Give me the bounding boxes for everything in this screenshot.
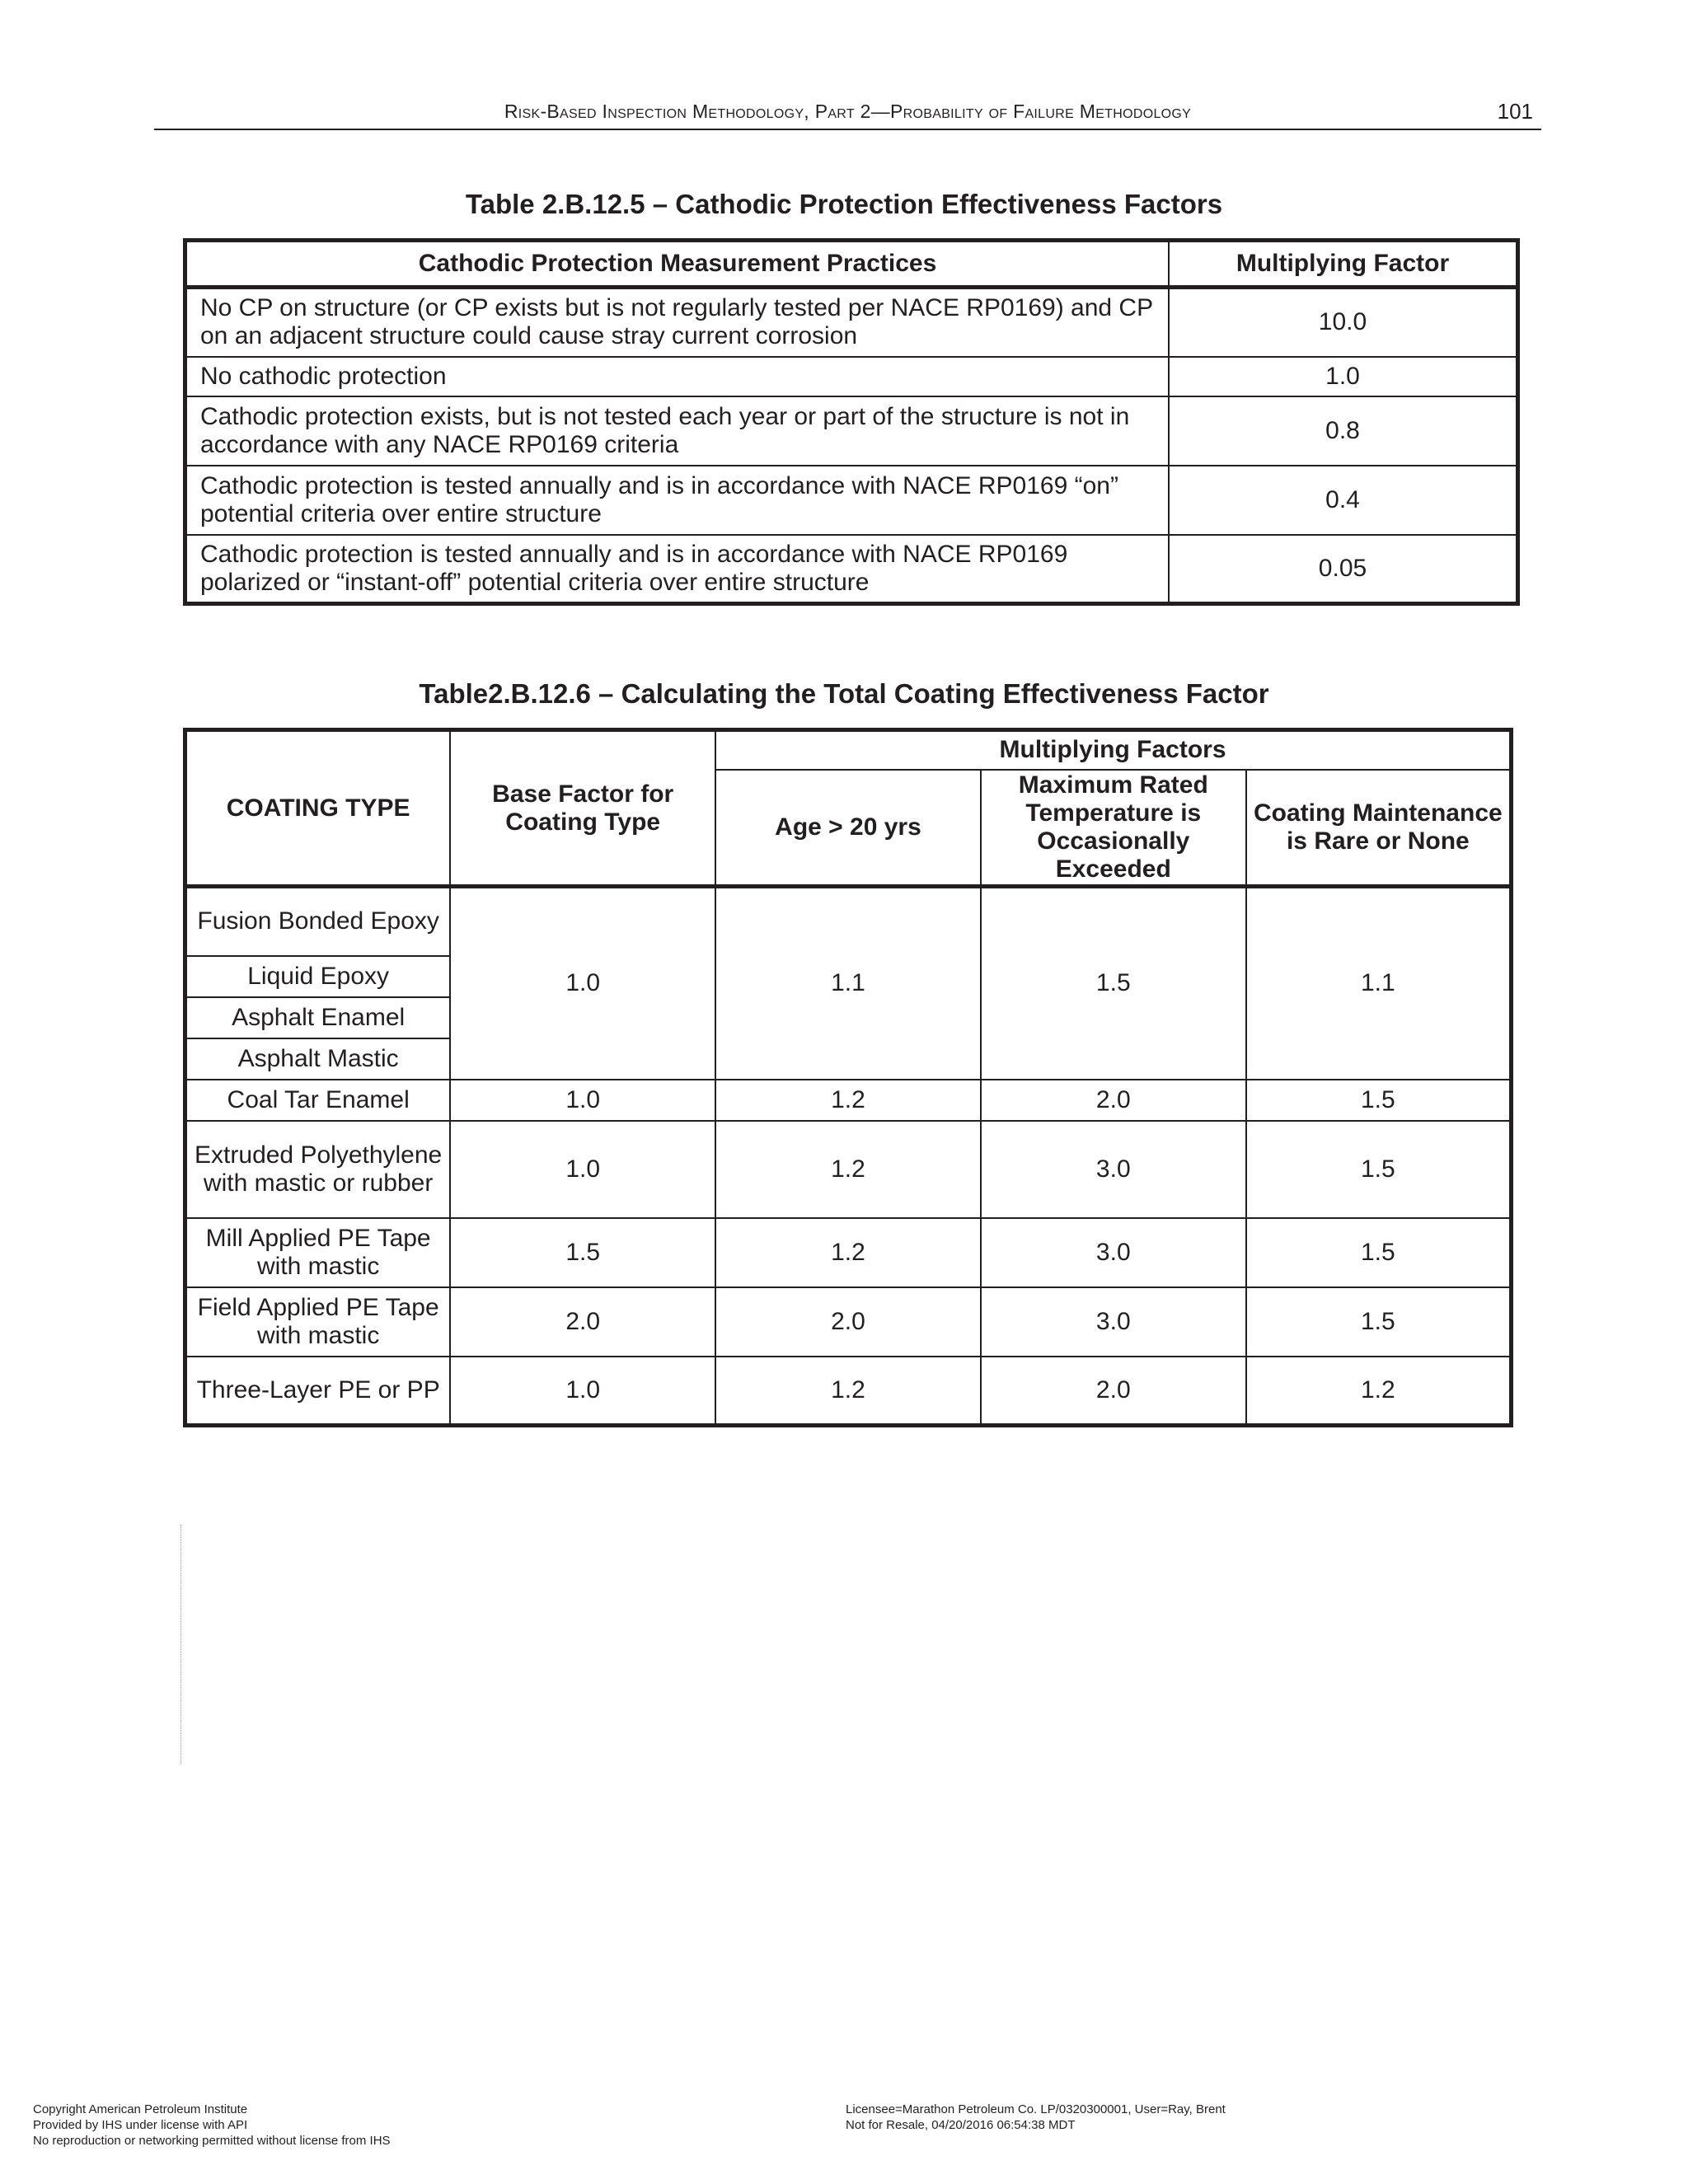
practice-cell: Cathodic protection is tested annually and is in accordance with NACE RP0169 polarized or “instant-off” potential criteria over entire structure bbox=[185, 535, 1170, 604]
base-factor-cell: 1.0 bbox=[450, 887, 715, 1080]
footer-line: Licensee=Marathon Petroleum Co. LP/0320300001, User=Ray, Brent bbox=[846, 2102, 1226, 2116]
coating-type-cell: Field Applied PE Tape with mastic bbox=[185, 1287, 451, 1357]
temp-factor-cell: 1.5 bbox=[981, 887, 1246, 1080]
header-age: Age > 20 yrs bbox=[715, 770, 981, 887]
header-multiplying-factors: Multiplying Factors bbox=[715, 730, 1511, 770]
header-coating-type: COATING TYPE bbox=[185, 730, 451, 887]
header-practices: Cathodic Protection Measurement Practices bbox=[185, 241, 1170, 288]
header-maintenance: Coating Maintenance is Rare or None bbox=[1246, 770, 1512, 887]
factor-cell: 0.05 bbox=[1169, 535, 1518, 604]
base-factor-cell: 2.0 bbox=[450, 1287, 715, 1357]
margin-artifact bbox=[181, 1525, 184, 1764]
footer-line: No reproduction or networking permitted without license from IHS bbox=[33, 2134, 391, 2148]
coating-type-cell: Three-Layer PE or PP bbox=[185, 1357, 451, 1426]
coating-type-cell: Liquid Epoxy bbox=[185, 956, 451, 997]
age-factor-cell: 1.1 bbox=[715, 887, 981, 1080]
table-row bbox=[185, 535, 1518, 604]
temp-factor-cell: 2.0 bbox=[981, 1357, 1246, 1426]
table-row bbox=[185, 1287, 1512, 1357]
header-max-temp: Maximum Rated Temperature is Occasionally Exceeded bbox=[981, 770, 1246, 887]
running-title: Risk-Based Inspection Methodology, Part 2—Probability of Failure Methodology bbox=[504, 101, 1192, 122]
table-row bbox=[185, 466, 1518, 535]
coating-type-cell: Asphalt Enamel bbox=[185, 997, 451, 1038]
factor-cell: 0.4 bbox=[1169, 466, 1518, 535]
table-coating-caption: Table2.B.12.6 – Calculating the Total Coating Effectiveness Factor bbox=[419, 678, 1269, 709]
temp-factor-cell: 2.0 bbox=[981, 1080, 1246, 1121]
table-row bbox=[185, 396, 1518, 466]
base-factor-cell: 1.5 bbox=[450, 1218, 715, 1287]
table-header-row bbox=[185, 241, 1518, 288]
practice-cell: No CP on structure (or CP exists but is not regularly tested per NACE RP0169) and CP on an adjacent structure could cause stray current corrosion bbox=[185, 288, 1170, 357]
cathodic-protection-table bbox=[183, 238, 1520, 606]
header-base-factor: Base Factor for Coating Type bbox=[450, 730, 715, 887]
base-factor-cell: 1.0 bbox=[450, 1121, 715, 1218]
maintenance-factor-cell: 1.1 bbox=[1246, 887, 1512, 1080]
practice-cell: No cathodic protection bbox=[185, 357, 1170, 396]
base-factor-cell: 1.0 bbox=[450, 1080, 715, 1121]
footer-line: Not for Resale, 04/20/2016 06:54:38 MDT bbox=[846, 2118, 1076, 2132]
coating-type-cell: Extruded Polyethylene with mastic or rubber bbox=[185, 1121, 451, 1218]
factor-cell: 10.0 bbox=[1169, 288, 1518, 357]
footer-license bbox=[846, 2102, 1226, 2133]
maintenance-factor-cell: 1.2 bbox=[1246, 1357, 1512, 1426]
age-factor-cell: 1.2 bbox=[715, 1357, 981, 1426]
coating-type-cell: Coal Tar Enamel bbox=[185, 1080, 451, 1121]
header-multiplying-factor: Multiplying Factor bbox=[1169, 241, 1518, 288]
temp-factor-cell: 3.0 bbox=[981, 1218, 1246, 1287]
practice-cell: Cathodic protection exists, but is not tested each year or part of the structure is not in accordance with any NACE RP0169 criteria bbox=[185, 396, 1170, 466]
maintenance-factor-cell: 1.5 bbox=[1246, 1080, 1512, 1121]
temp-factor-cell: 3.0 bbox=[981, 1121, 1246, 1218]
base-factor-cell: 1.0 bbox=[450, 1357, 715, 1426]
age-factor-cell: 2.0 bbox=[715, 1287, 981, 1357]
table-cp-caption: Table 2.B.12.5 – Cathodic Protection Effectiveness Factors bbox=[465, 189, 1223, 219]
coating-effectiveness-table bbox=[183, 728, 1513, 1427]
age-factor-cell: 1.2 bbox=[715, 1121, 981, 1218]
table-header-row bbox=[185, 730, 1512, 770]
table-row bbox=[185, 1218, 1512, 1287]
age-factor-cell: 1.2 bbox=[715, 1080, 981, 1121]
maintenance-factor-cell: 1.5 bbox=[1246, 1218, 1512, 1287]
maintenance-factor-cell: 1.5 bbox=[1246, 1287, 1512, 1357]
page-number: 101 bbox=[1497, 99, 1533, 124]
coating-type-cell: Asphalt Mastic bbox=[185, 1038, 451, 1080]
table-row bbox=[185, 1080, 1512, 1121]
footer-line: Provided by IHS under license with API bbox=[33, 2118, 248, 2132]
temp-factor-cell: 3.0 bbox=[981, 1287, 1246, 1357]
running-head bbox=[154, 99, 1541, 130]
table-row bbox=[185, 887, 1512, 956]
table-row bbox=[185, 1357, 1512, 1426]
practice-cell: Cathodic protection is tested annually and is in accordance with NACE RP0169 “on” potential criteria over entire structure bbox=[185, 466, 1170, 535]
age-factor-cell: 1.2 bbox=[715, 1218, 981, 1287]
table-row bbox=[185, 357, 1518, 396]
table-row bbox=[185, 1121, 1512, 1218]
coating-type-cell: Mill Applied PE Tape with mastic bbox=[185, 1218, 451, 1287]
maintenance-factor-cell: 1.5 bbox=[1246, 1121, 1512, 1218]
coating-type-cell: Fusion Bonded Epoxy bbox=[185, 887, 451, 956]
footer-copyright bbox=[33, 2102, 391, 2149]
footer-line: Copyright American Petroleum Institute bbox=[33, 2102, 248, 2116]
factor-cell: 0.8 bbox=[1169, 396, 1518, 466]
factor-cell: 1.0 bbox=[1169, 357, 1518, 396]
table-row bbox=[185, 288, 1518, 357]
